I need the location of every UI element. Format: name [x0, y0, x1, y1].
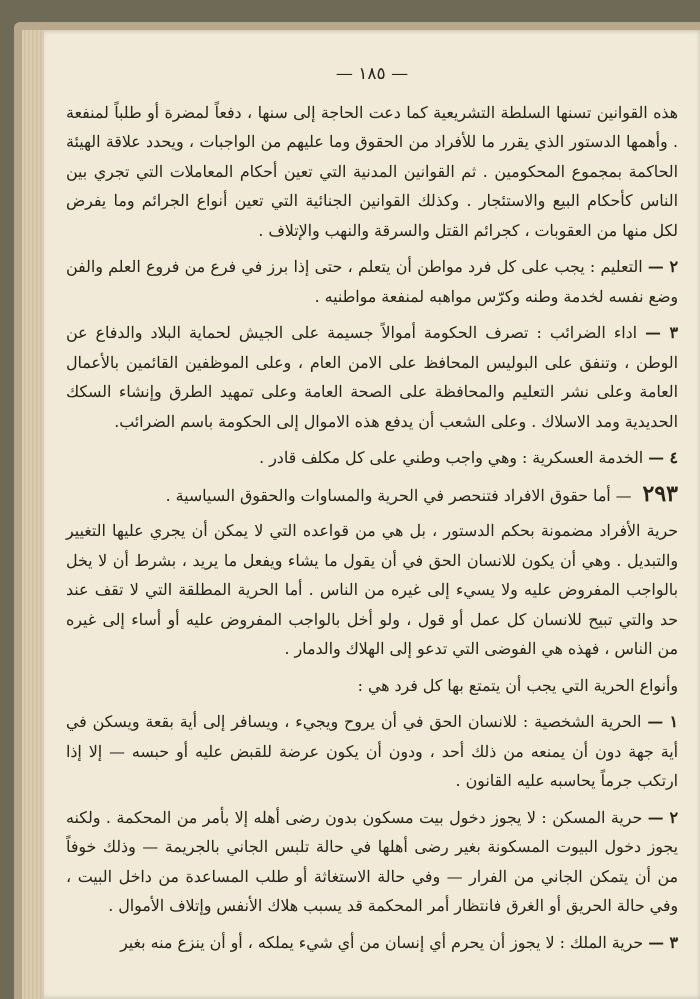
duty-item-taxes: [66, 318, 678, 436]
freedom-item-personal: [66, 707, 678, 796]
item-text: التعليم : يجب على كل فرد مواطن أن يتعلم ، حتى إذا برز في فرع من فروع العلم والفن وضع نفسه لخدمة وطنه وكرّس مواهبه لمنفعة مواطنيه .: [66, 257, 678, 306]
freedom-item-property: [66, 928, 678, 958]
item-number: ٢ —: [647, 257, 678, 276]
section-title: — أما حقوق الافراد فتنحصر في الحرية والمساوات والحقوق السياسية .: [165, 485, 632, 505]
types-intro: وأنواع الحرية التي يجب أن يتمتع بها كل فرد هي :: [357, 675, 678, 695]
intro-paragraph: هذه القوانين تسنها السلطة التشريعية كما دعت الحاجة إلى سنها ، دفعاً لمضرة أو طلباً لمنفعة . وأهمها الدستور الذي يقرر ما للأفراد من الحقوق وما عليهم من الواجبات ، ويحدد علاقة الهيئة الحاكمة بمجموع المحكومين . ثم القوانين المدنية التي تعين أحكام المعاملات التي تجري بين الناس كأحكام البيع والاستئجار . وكذلك القوانين الجنائية التي تعين أنواع الجرائم وما يفرض لكل منها من العقوبات ، كجرائم القتل والسرقة والنهب والإتلاف .: [66, 102, 678, 240]
item-text: حرية الملك : لا يجوز أن يحرم أي إنسان من أي شيء يملكه ، أو أن ينزع منه بغير: [120, 932, 644, 952]
item-number: ١ —: [647, 712, 678, 731]
section-number: ٢٩٣: [642, 480, 678, 507]
item-number: ٢ —: [647, 807, 679, 827]
item-text: الحرية الشخصية : للانسان الحق في أن يروح ويجيء ، ويسافر إلى أية بقعة ويسكن في أية جهة دون أن يمنعه من ذلك أحد ، ودون أن يكون عرضة للقبض عليه أو حبسه — إلا إذا ارتكب جرماً يحاسبه عليه القانون .: [66, 712, 678, 790]
freedom-paragraph: حرية الأفراد مضمونة بحكم الدستور ، بل هي من قواعده التي لا يمكن أن يجري عليها التغيير والتبديل . وهي أن يكون للانسان الحق في أن يقول ما يشاء ويفعل ما يريد ، بشرط أن لا يخل بالواجب المفروض عليه ولا يسيء إلى غيره من الناس . أما الحرية المطلقة التي لا تقف عند حد والتي تبيح للانسان كل عمل أو قول ، ولو أخل بالواجب المفروض عليه أو أساء إلى غيره من الناس ، فهذه هي الفوضى التي تدعو إلى الهلاك والدمار .: [66, 521, 678, 658]
freedom-item-residence: [66, 803, 678, 921]
duty-item-military: [66, 443, 678, 473]
duty-item-education: [66, 252, 678, 311]
item-text: اداء الضرائب : تصرف الحكومة أموالاً جسيمة على الجيش لحماية البلاد والدفاع عن الوطن ، وتنفق على البوليس المحافظ على الامن العام ، وعلى الموظفين القائمين بالأعمال العامة وعلى نشر التعليم والمحافظة على الصحة العامة وعلى تمهيد الطرق وإنشاء السكك الحديدية ومد الاسلاك . وعلى الشعب أن يدفع هذه الاموال إلى الحكومة باسم الضرائب.: [66, 323, 678, 431]
item-text: حرية المسكن : لا يجوز دخول بيت مسكون بدون رضى أهله إلا بأمر من المحكمة . ولكنه يجوز دخول البيوت المسكونة بغير رضى أهلها في حالة تلبس الجاني بالجريمة — وذلك خوفاً من أن يتمكن الجاني من الفرار — وفي حالة الاستغاثة أو طلب المساعدة من داخل البيت ، وفي حالة الحريق أو الغرق فانتظار أمر المحكمة قد يسبب هلاك الأنفس وإتلاف الأموال .: [66, 807, 678, 915]
page-number: — ١٨٥ —: [335, 64, 409, 84]
item-text: الخدمة العسكرية : وهي واجب وطني على كل مكلف قادر .: [259, 448, 644, 467]
page-text: [66, 60, 678, 964]
item-number: ٣ —: [645, 323, 678, 342]
book-page: [44, 30, 700, 999]
item-number: ٤ —: [648, 448, 678, 467]
section-heading: [66, 480, 678, 511]
item-number: ٣ —: [648, 932, 678, 952]
